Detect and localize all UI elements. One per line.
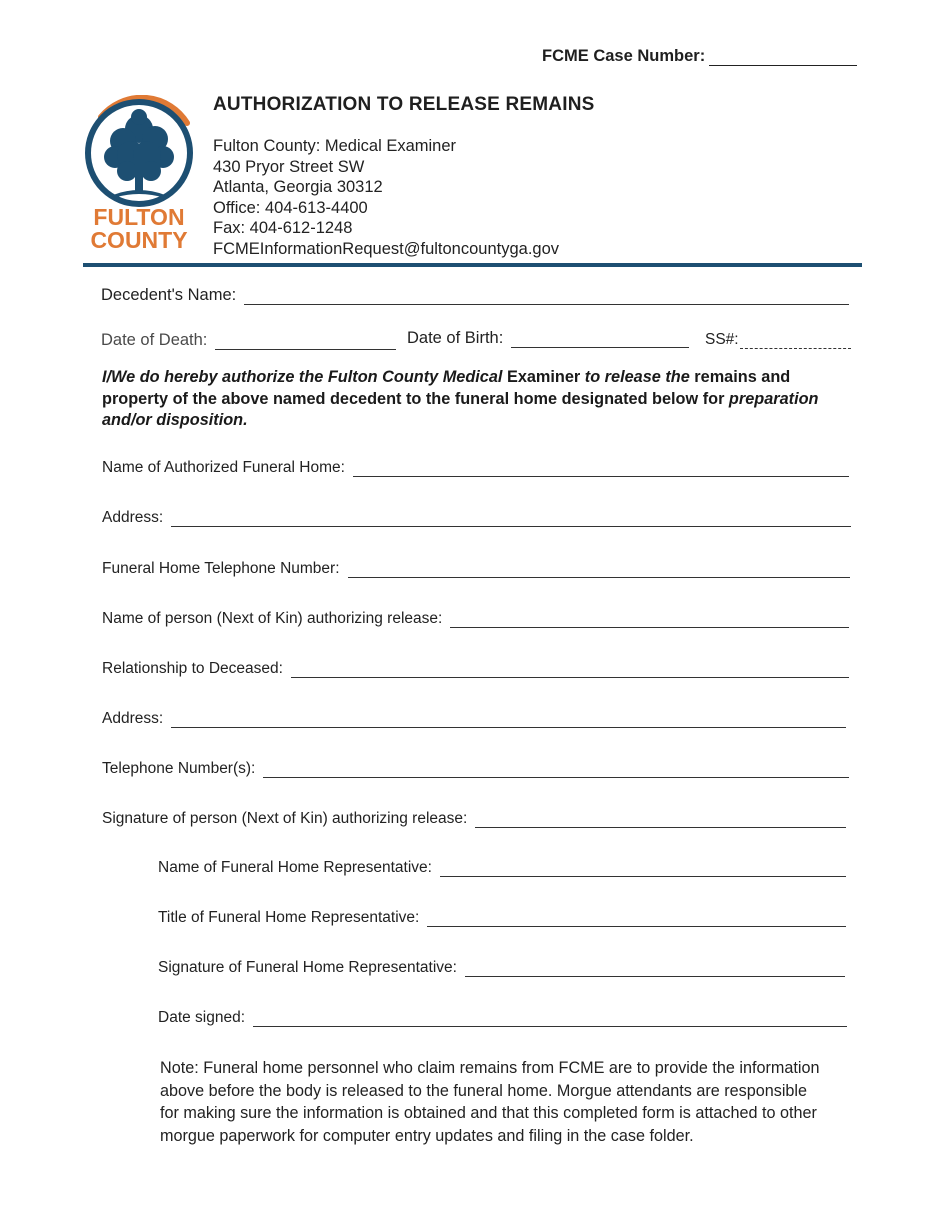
office-phone: Office: 404-613-4400 <box>213 198 368 217</box>
statement-part-4: remains and property of the above named decedent to the funeral home designated below <box>102 368 791 408</box>
office-address-block <box>213 136 559 259</box>
logo-text-county: COUNTY <box>90 227 188 253</box>
relationship-line[interactable] <box>291 661 849 678</box>
form-title: AUTHORIZATION TO RELEASE REMAINS <box>213 94 595 115</box>
ssn-line[interactable] <box>740 332 851 349</box>
note-paragraph: Note: Funeral home personnel who claim remains from FCME are to provide the information above before the body is released to the funeral home. Morgue attendants are responsible for making sure the information is obtained and that this completed form is attached to other morgue paperwork for computer entry updates and filing in the case folder. <box>160 1059 820 1145</box>
case-number-line[interactable] <box>709 47 857 66</box>
rep-signature-field[interactable] <box>158 959 845 977</box>
statement-part-6: preparation and/or disposition. <box>102 389 819 429</box>
authorization-statement <box>102 367 822 432</box>
statement-part-5: for <box>702 389 725 408</box>
funeral-home-name-line[interactable] <box>353 460 849 477</box>
logo-text-fulton: FULTON <box>93 204 185 230</box>
kin-signature-line[interactable] <box>475 811 846 828</box>
date-of-birth-line[interactable] <box>511 331 689 348</box>
decedent-name-label: Decedent's Name: <box>101 286 237 304</box>
date-of-birth-label: Date of Birth: <box>407 329 504 347</box>
date-signed-line[interactable] <box>253 1010 847 1027</box>
rep-title-label: Title of Funeral Home Representative: <box>158 909 420 926</box>
funeral-home-phone-field[interactable] <box>102 560 850 578</box>
rep-title-field[interactable] <box>158 909 846 927</box>
rep-signature-label: Signature of Funeral Home Representative: <box>158 959 457 976</box>
rep-name-field[interactable] <box>158 859 846 877</box>
telephone-field[interactable] <box>102 760 849 778</box>
funeral-home-address-label: Address: <box>102 509 164 526</box>
funeral-home-phone-line[interactable] <box>348 561 850 578</box>
date-of-birth-field[interactable] <box>407 329 689 348</box>
kin-signature-label: Signature of person (Next of Kin) authorizing release: <box>102 810 468 827</box>
ssn-label: SS#: <box>705 331 739 348</box>
office-city: Atlanta, Georgia 30312 <box>213 178 383 196</box>
date-signed-field[interactable] <box>158 1009 847 1027</box>
kin-name-field[interactable] <box>102 610 849 628</box>
rep-title-line[interactable] <box>427 910 846 927</box>
date-of-death-field[interactable] <box>101 331 396 350</box>
case-number-label: FCME Case Number: <box>542 47 706 65</box>
date-of-death-label: Date of Death: <box>101 331 208 349</box>
kin-address-line[interactable] <box>171 711 846 728</box>
funeral-home-name-field[interactable] <box>102 459 849 477</box>
date-of-death-line[interactable] <box>215 333 396 350</box>
funeral-home-address-field[interactable] <box>102 509 851 527</box>
header-divider <box>83 263 862 267</box>
statement-part-2: Examiner <box>506 368 581 386</box>
rep-name-line[interactable] <box>440 860 846 877</box>
office-name: Fulton County: Medical Examiner <box>213 137 457 155</box>
kin-signature-field[interactable] <box>102 810 846 828</box>
fulton-county-logo <box>83 95 195 255</box>
rep-name-label: Name of Funeral Home Representative: <box>158 859 432 876</box>
kin-name-label: Name of person (Next of Kin) authorizing release: <box>102 610 443 627</box>
case-number-field[interactable] <box>542 47 857 66</box>
decedent-name-line[interactable] <box>244 288 849 305</box>
funeral-home-phone-label: Funeral Home Telephone Number: <box>102 560 340 577</box>
office-fax: Fax: 404-612-1248 <box>213 219 353 237</box>
rep-signature-line[interactable] <box>465 960 845 977</box>
ssn-field[interactable] <box>705 331 851 349</box>
office-email: FCMEInformationRequest@fultoncountyga.gov <box>213 239 560 258</box>
funeral-home-address-line[interactable] <box>171 510 851 527</box>
decedent-name-field[interactable] <box>101 286 849 305</box>
telephone-label: Telephone Number(s): <box>102 760 256 777</box>
date-signed-label: Date signed: <box>158 1009 246 1026</box>
funeral-home-name-label: Name of Authorized Funeral Home: <box>102 459 345 476</box>
kin-address-label: Address: <box>102 710 164 727</box>
relationship-label: Relationship to Deceased: <box>102 660 283 677</box>
kin-name-line[interactable] <box>450 611 849 628</box>
relationship-field[interactable] <box>102 660 849 678</box>
kin-address-field[interactable] <box>102 710 846 728</box>
statement-part-1: I/We do hereby authorize the Fulton County Medical <box>102 368 507 386</box>
office-street: 430 Pryor Street SW <box>213 157 365 176</box>
statement-part-3: to release the <box>580 368 695 386</box>
telephone-line[interactable] <box>263 761 849 778</box>
